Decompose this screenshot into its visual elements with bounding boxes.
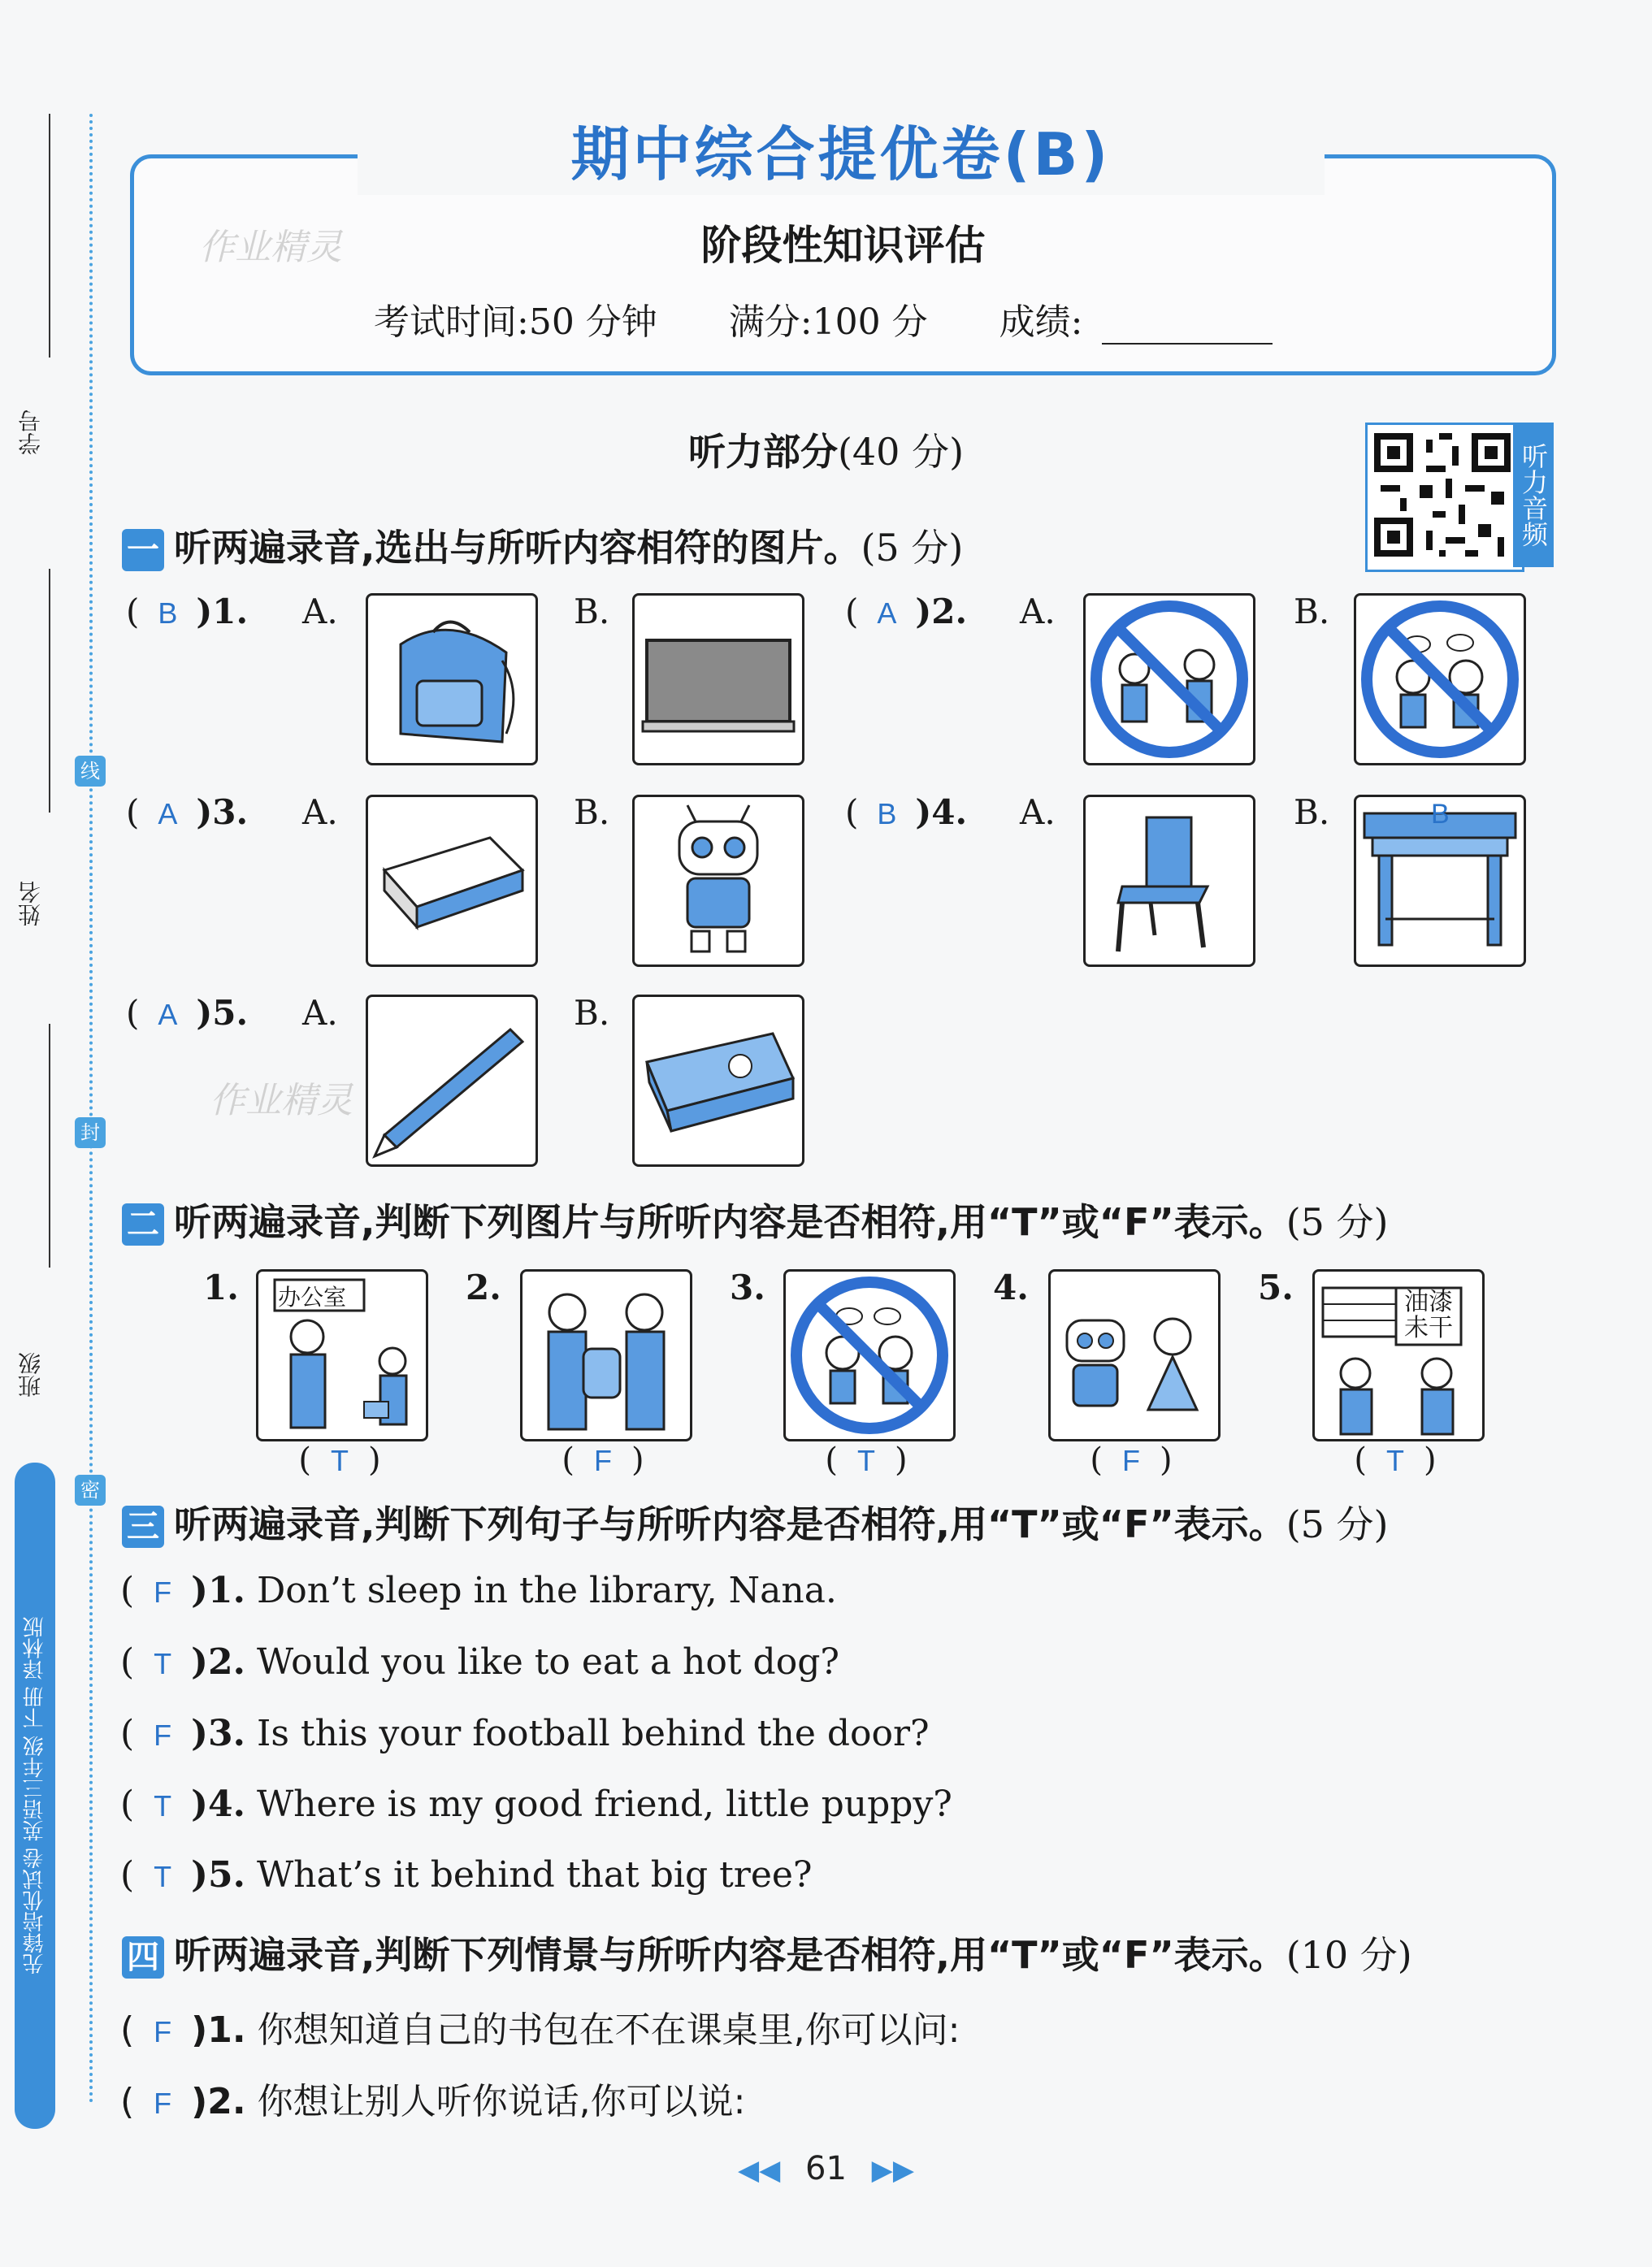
s3-item4-answer[interactable]: T [154, 1789, 172, 1823]
s2-item5-sign: 油漆未干 [1404, 1288, 1453, 1342]
s1-q4-answer[interactable]: B [877, 797, 897, 830]
s4-item2: ( F )2. 你想让别人听你说话,你可以说: [120, 2081, 746, 2122]
s3-item2: ( T )2. Would you like to eat a hot dog? [120, 1641, 839, 1683]
s4-item1: ( F )1. 你想知道自己的书包在不在课桌里,你可以问: [120, 2009, 960, 2051]
robot-icon [635, 797, 802, 964]
s3-item2-text: Would you like to eat a hot dog? [256, 1641, 839, 1683]
s1-q2-answer[interactable]: A [877, 596, 897, 630]
s1-q5-pic-a[interactable] [366, 995, 538, 1167]
s1-q3-answer[interactable]: A [158, 797, 178, 830]
s1-q5-answer[interactable]: A [158, 998, 178, 1031]
robot-and-doll-icon [1051, 1272, 1218, 1439]
s1-q5-num: )5. [196, 993, 249, 1033]
s2-item5-answer[interactable]: T [1386, 1444, 1404, 1477]
section3-header [122, 1495, 1388, 1549]
schoolbag-icon [368, 596, 535, 763]
watermark-top: 作业精灵 [199, 227, 342, 268]
page-number-row [0, 2150, 1652, 2187]
s3-item5-answer[interactable]: T [154, 1860, 172, 1893]
s2-item4-answer-row: ( F ) [1090, 1441, 1173, 1479]
s1-q3-num: )3. [196, 792, 249, 832]
s4-item2-num: )2. [191, 2081, 246, 2122]
s1-q5: ( A )5. [126, 993, 249, 1033]
binding-dotted-line [89, 114, 93, 2104]
s1-q5-opt-b: B. [574, 993, 610, 1033]
qr-audio-label: 听力音频 [1513, 423, 1554, 567]
section2-title: 听两遍录音,判断下列图片与所听内容是否相符,用“T”或“F”表示。 [174, 1200, 1286, 1244]
section4-header [122, 1926, 1412, 1979]
s2-item5-answer-row: ( T ) [1354, 1441, 1437, 1479]
s3-item4-text: Where is my good friend, little puppy? [256, 1784, 952, 1825]
section2-number: 二 [122, 1203, 164, 1246]
s1-q3: ( A )3. [126, 792, 249, 832]
s1-q1-opt-b: B. [574, 592, 610, 631]
section2-header [122, 1193, 1388, 1246]
s3-item4-num: )4. [191, 1784, 245, 1825]
s2-item2-answer[interactable]: F [594, 1444, 612, 1477]
binding-mark-mi: 密 [75, 1475, 106, 1506]
student-id-label: 学号 [17, 410, 44, 455]
rubber-icon [368, 797, 535, 964]
page-number: 61 [805, 2150, 847, 2187]
s2-item1-num: 1. [203, 1268, 239, 1307]
score-label: 成绩: [999, 301, 1083, 343]
s1-q5-opt-a: A. [302, 993, 338, 1033]
s3-item1-num: )1. [191, 1570, 245, 1611]
watermark-middle: 作业精灵 [210, 1080, 353, 1121]
section1-header [122, 518, 963, 572]
s3-item3-answer[interactable]: F [154, 1719, 172, 1752]
s1-q2-pic-b[interactable] [1354, 593, 1526, 765]
s1-q4-pic-b[interactable] [1354, 795, 1526, 967]
s3-item3: ( F )3. Is this your football behind the door? [120, 1713, 930, 1754]
listening-title-text: 听力部分 [687, 430, 838, 474]
s2-item1-pic[interactable] [256, 1269, 428, 1441]
blackboard-icon [635, 596, 802, 763]
s4-item1-num: )1. [191, 2009, 246, 2051]
s2-item5-num: 5. [1258, 1268, 1294, 1307]
next-arrow-icon: ▶▶ [871, 2154, 914, 2187]
s2-item4-answer[interactable]: F [1122, 1444, 1140, 1477]
s1-q3-pic-b[interactable] [632, 795, 804, 967]
section1-number: 一 [122, 529, 164, 571]
s4-item2-text: 你想让别人听你说话,你可以说: [257, 2081, 746, 2122]
section4-points: (10 分) [1286, 1933, 1412, 1977]
binding-strip [0, 0, 114, 2267]
s2-item2-num: 2. [466, 1268, 501, 1307]
s1-q4-opt-b: B. [1294, 792, 1330, 832]
s1-q4-pic-a[interactable] [1083, 795, 1255, 967]
s2-item5-pic[interactable] [1312, 1269, 1485, 1441]
pencil-icon [368, 997, 535, 1164]
s2-item2-pic[interactable] [520, 1269, 692, 1441]
s1-q2-opt-b: B. [1294, 592, 1330, 631]
s2-item1-answer[interactable]: T [331, 1444, 349, 1477]
s4-item1-answer[interactable]: F [154, 2015, 172, 2048]
s3-item5: ( T )5. What’s it behind that big tree? [120, 1854, 813, 1896]
s1-q2-pic-a[interactable] [1083, 593, 1255, 765]
s1-q1-opt-a: A. [302, 592, 338, 631]
s2-item1-sign: 办公室 [278, 1284, 347, 1311]
score-blank[interactable] [1102, 310, 1273, 345]
s1-q1: ( B )1. [126, 592, 249, 631]
binding-book-tab: 先锋培优试卷 英语三年级 下册 译林版 [15, 1463, 55, 2129]
section1-points: (5 分) [861, 526, 964, 570]
s1-q1-num: )1. [196, 592, 249, 631]
s1-q3-opt-b: B. [574, 792, 610, 832]
s1-q4-num: )4. [915, 792, 968, 832]
s1-q4-opt-a: A. [1020, 792, 1056, 832]
name-underline [49, 569, 50, 813]
s4-item1-text: 你想知道自己的书包在不在课桌里,你可以问: [257, 2009, 960, 2051]
s3-item1: ( F )1. Don’t sleep in the library, Nana. [120, 1570, 837, 1611]
s2-item4-num: 4. [993, 1268, 1029, 1307]
page-subtitle: 阶段性知识评估 [700, 222, 986, 269]
s3-item5-text: What’s it behind that big tree? [256, 1854, 813, 1896]
class-underline [49, 1024, 50, 1268]
s2-item3-answer[interactable]: T [857, 1444, 875, 1477]
s1-q3-opt-a: A. [302, 792, 338, 832]
qr-code[interactable] [1365, 423, 1524, 572]
s2-item1-answer-row: ( T ) [298, 1441, 381, 1479]
listening-points: (40 分) [837, 430, 965, 474]
s2-item2-answer-row: ( F ) [562, 1441, 644, 1479]
no-talking-sign-icon [1356, 596, 1524, 763]
section4-title: 听两遍录音,判断下列情景与所听内容是否相符,用“T”或“F”表示。 [174, 1933, 1286, 1977]
page-title: 期中综合提优卷(B) [570, 120, 1112, 189]
s2-item3-answer-row: ( T ) [825, 1441, 908, 1479]
s1-q2: ( A )2. [845, 592, 968, 631]
name-label: 姓名 [17, 881, 44, 926]
section1-title: 听两遍录音,选出与所听内容相符的图片。 [174, 526, 861, 570]
section2-points: (5 分) [1286, 1200, 1389, 1244]
no-talking-sign-icon [786, 1272, 953, 1439]
s1-q4-pic-b-mark: B [1431, 799, 1450, 830]
class-label: 班级 [17, 1352, 44, 1398]
section3-number: 三 [122, 1506, 164, 1548]
s3-item4: ( T )4. Where is my good friend, little puppy? [120, 1784, 952, 1825]
section4-number: 四 [122, 1936, 164, 1979]
s2-item3-num: 3. [730, 1268, 765, 1307]
s3-item3-text: Is this your football behind the door? [256, 1713, 930, 1754]
s1-q1-answer[interactable]: B [158, 596, 178, 630]
title-wrap [358, 114, 1325, 195]
binding-mark-feng: 封 [75, 1117, 106, 1148]
prev-arrow-icon: ◀◀ [738, 2154, 781, 2187]
s2-item3-pic[interactable] [783, 1269, 956, 1441]
s3-item3-num: )3. [191, 1713, 245, 1754]
s4-item2-answer[interactable]: F [154, 2087, 172, 2120]
s3-item2-answer[interactable]: T [154, 1647, 172, 1680]
full-marks: 满分:100 分 [728, 301, 928, 343]
s3-item5-num: )5. [191, 1854, 245, 1896]
s3-item2-num: )2. [191, 1641, 245, 1683]
section3-points: (5 分) [1286, 1502, 1389, 1546]
s1-q1-pic-b[interactable] [632, 593, 804, 765]
qr-code-icon [1368, 425, 1517, 565]
section3-title: 听两遍录音,判断下列句子与所听内容是否相符,用“T”或“F”表示。 [174, 1502, 1286, 1546]
s1-q2-opt-a: A. [1020, 592, 1056, 631]
s1-q5-pic-b[interactable] [632, 995, 804, 1167]
s3-item1-text: Don’t sleep in the library, Nana. [256, 1570, 837, 1611]
student-id-underline [49, 114, 50, 358]
exam-info [374, 293, 1273, 345]
s1-q4: ( B )4. [845, 792, 968, 832]
binding-mark-xian: 线 [75, 756, 106, 787]
s1-q2-num: )2. [915, 592, 968, 631]
no-shouting-sign-icon [1086, 596, 1253, 763]
s3-item1-answer[interactable]: F [154, 1576, 172, 1609]
s1-q1-pic-a[interactable] [366, 593, 538, 765]
schoolbag-scene-icon [522, 1272, 690, 1439]
chair-icon [1086, 797, 1253, 964]
pencil-case-icon [635, 997, 802, 1164]
s1-q3-pic-a[interactable] [366, 795, 538, 967]
exam-time: 考试时间:50 分钟 [374, 301, 657, 343]
s2-item4-pic[interactable] [1048, 1269, 1221, 1441]
